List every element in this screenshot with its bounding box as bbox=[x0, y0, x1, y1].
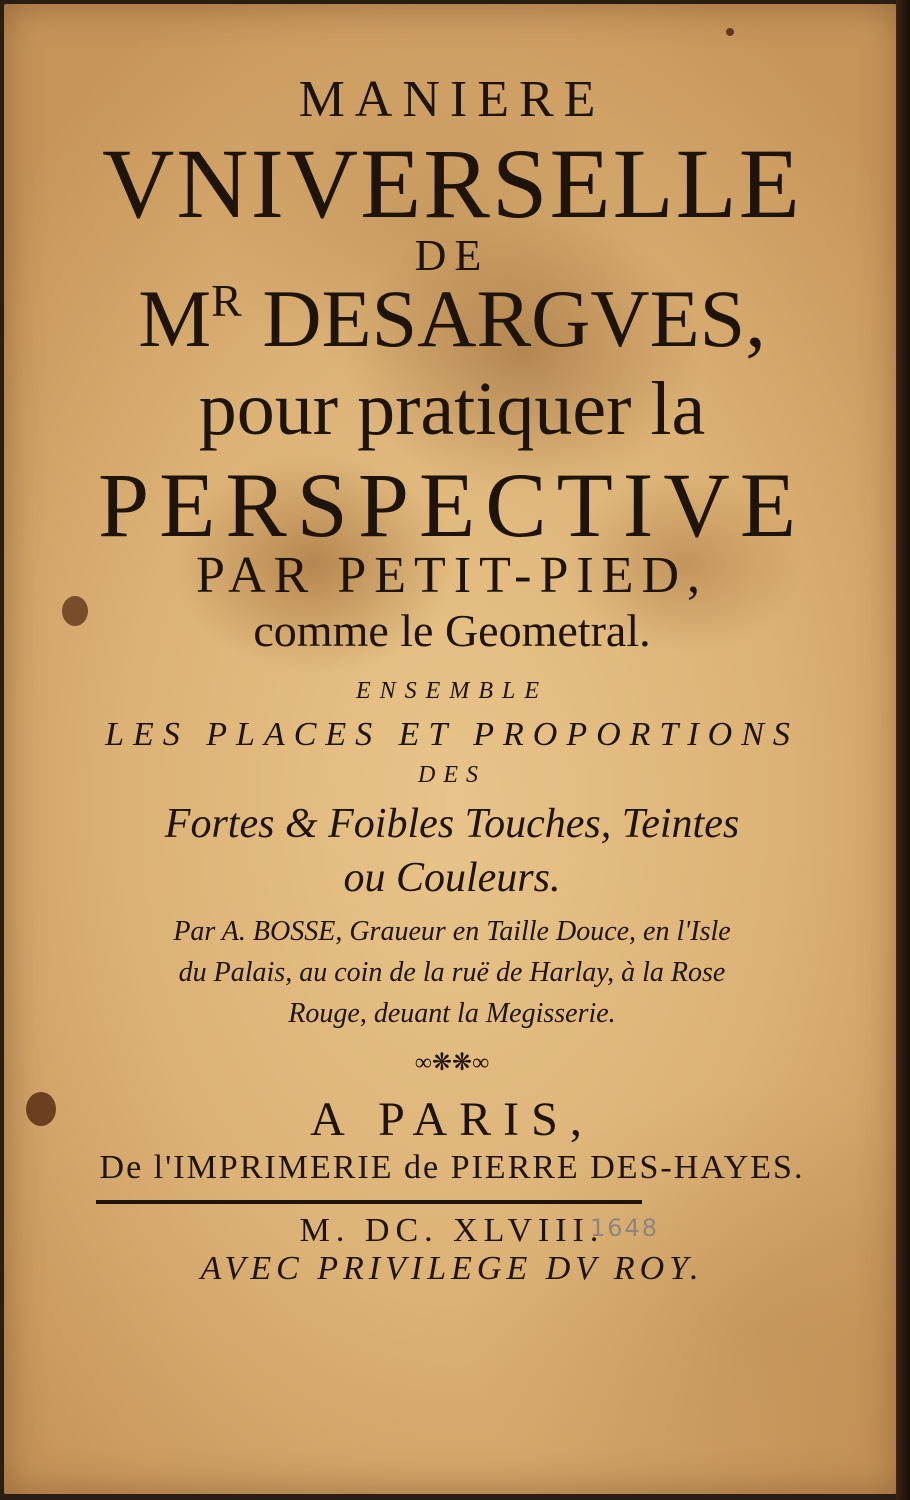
ink-stain bbox=[726, 28, 734, 36]
title-line-geometral: comme le Geometral. bbox=[253, 605, 651, 656]
author-line-1: Par A. BOSSE, Graueur en Taille Douce, en l'Isle bbox=[173, 916, 731, 947]
author-line-2: du Palais, au coin de la ruë de Harlay, à la Rose bbox=[178, 957, 726, 988]
fleuron-ornament: ∞❋❋∞ bbox=[414, 1050, 490, 1076]
title-line-de: DE bbox=[414, 231, 490, 280]
title-line-perspective: PERSPECTIVE bbox=[97, 454, 807, 556]
title-line-petit-pied: PAR PETIT-PIED, bbox=[195, 547, 708, 604]
title-line-vniverselle: VNIVERSELLE bbox=[102, 128, 802, 239]
title-desargues: DESARGVES, bbox=[241, 273, 766, 364]
title-line-couleurs: ou Couleurs. bbox=[343, 855, 561, 901]
imprint-privilege: AVEC PRIVILEGE DV ROY. bbox=[200, 1250, 704, 1287]
imprint-date: M. DC. XLVIII. bbox=[299, 1212, 605, 1249]
title-line-des: DES bbox=[418, 762, 486, 788]
title-line-author-name bbox=[4, 272, 900, 366]
book-spine-edge bbox=[896, 0, 910, 1500]
title-line-maniere: MANIERE bbox=[298, 71, 606, 128]
title-line-places: LES PLACES ET PROPORTIONS bbox=[105, 716, 799, 753]
imprint-printer: De l'IMPRIMERIE de PIERRE DES-HAYES. bbox=[99, 1149, 805, 1186]
title-mr-superscript: R bbox=[211, 275, 242, 326]
author-line-3: Rouge, deuant la Megisserie. bbox=[288, 998, 616, 1029]
title-line-pour: pour pratiquer la bbox=[198, 367, 706, 451]
title-mr-prefix: M bbox=[138, 273, 212, 364]
imprint-city: A PARIS, bbox=[310, 1093, 594, 1146]
handwritten-date-note: 1648 bbox=[590, 1214, 660, 1242]
title-line-fortes: Fortes & Foibles Touches, Teintes bbox=[164, 801, 740, 847]
title-line-ensemble: ENSEMBLE bbox=[356, 678, 548, 704]
title-page bbox=[4, 4, 900, 1494]
imprint-rule bbox=[96, 1200, 642, 1204]
